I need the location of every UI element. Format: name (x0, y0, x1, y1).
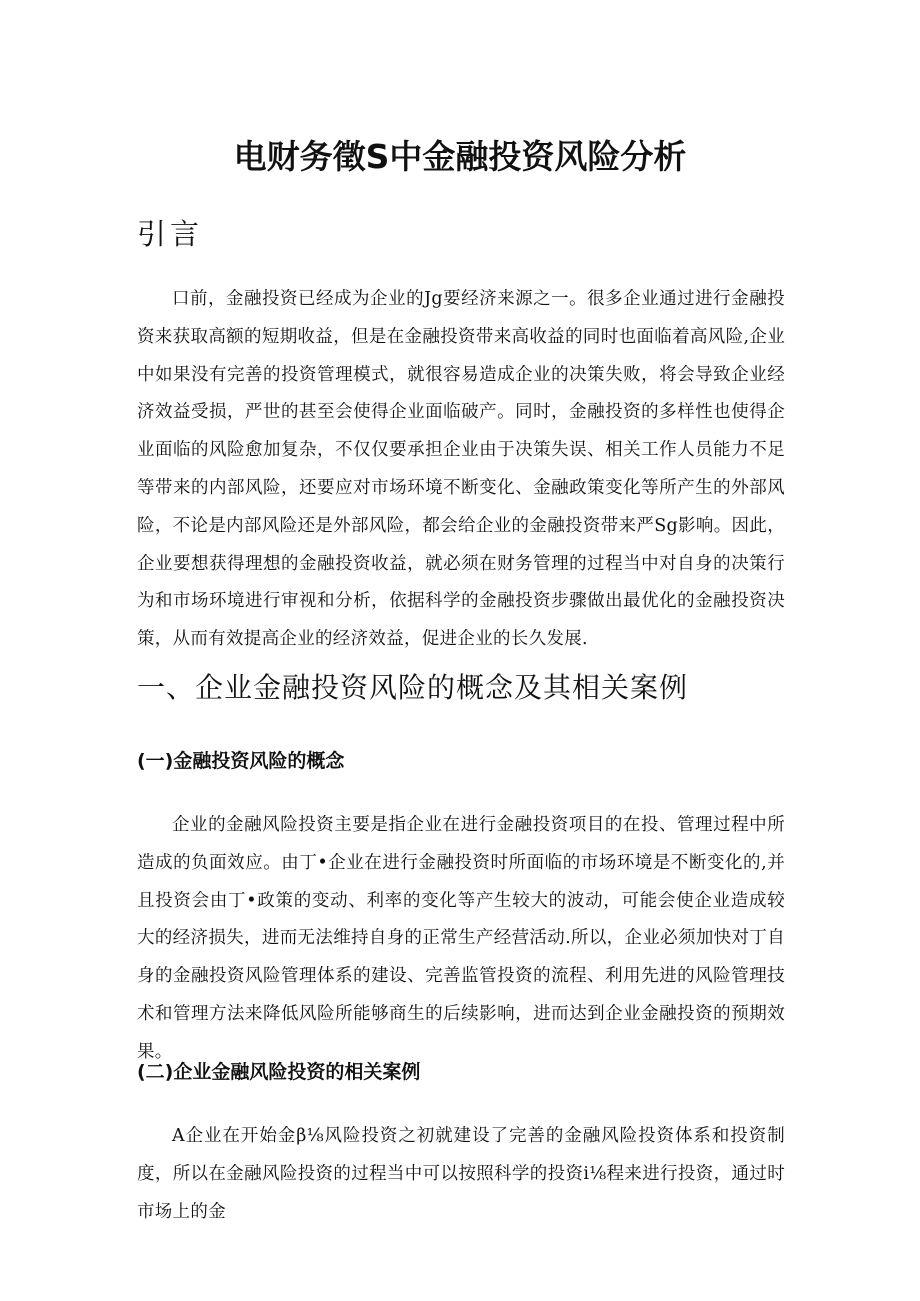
subsection1-paragraph: 企业的金融风险投资主要是指企业在进行金融投资项目的在投、管理过程中所造成的负面效应。由丁•企业在进行金融投资时所面临的市场环境是不断变化的,并且投资会由丁•政策的变动、利率的变化等产生较大的波动，可能会使企业造成较大的经济损失，进而无法维持自身的正常生产经营活动.所以，企业必须加快对丁自身的金融投资风险管理体系的建设、完善监管投资的流程、利用先进的风险管理技术和管理方法来降低风险所能够商生的后续影响，进而达到企业金融投资的预期效果。 (137, 815, 785, 1062)
subsection2-paragraph: A企业在开始金β⅛风险投资之初就建设了完善的金融风险投资体系和投资制度，所以在金融风险投资的过程当中可以按照科学的投资i⅛程来进行投资，通过时市场上的金 (137, 1126, 785, 1222)
document-title: 电财务徵S中金融投资风险分析 (233, 137, 687, 176)
intro-paragraph: 口前，金融投资已经成为企业的Jg要经济来源之一。很多企业通过进行金融投资来获取高额的短期收益，但是在金融投资带来高收益的同时也面临着高风险,企业中如果没有完善的投资管理模式，就很容易造成企业的决策失败，将会导致企业经济效益受损，严世的甚至会使得企业面临破产。同时，金融投资的多样性也使得企业面临的风险愈加复杂，不仅仅要承担企业由于决策失误、相关工作人员能力不足等带来的内部风险，还要应对市场环境不断变化、金融政策变化等所产生的外部风险，不论是内部风险还是外部风险，都会给企业的金融投资带来严Sg影响。因此，企业要想获得理想的金融投资收益，就必须在财务管理的过程当中对自身的决策行为和市场环境进行审视和分析，依据科学的金融投资步骤做出最优化的金融投资决策，从而有效提高企业的经济效益，促进企业的长久发展. (137, 289, 785, 650)
subsection2-heading: (二)企业金融风险投资的相关案例 (137, 1061, 421, 1083)
section1-heading: 一、企业金融投资风险的概念及其相关案例 (137, 671, 689, 704)
subsection1-heading: (一)金融投资风险的概念 (137, 750, 345, 772)
intro-heading: 引言 (137, 217, 204, 251)
